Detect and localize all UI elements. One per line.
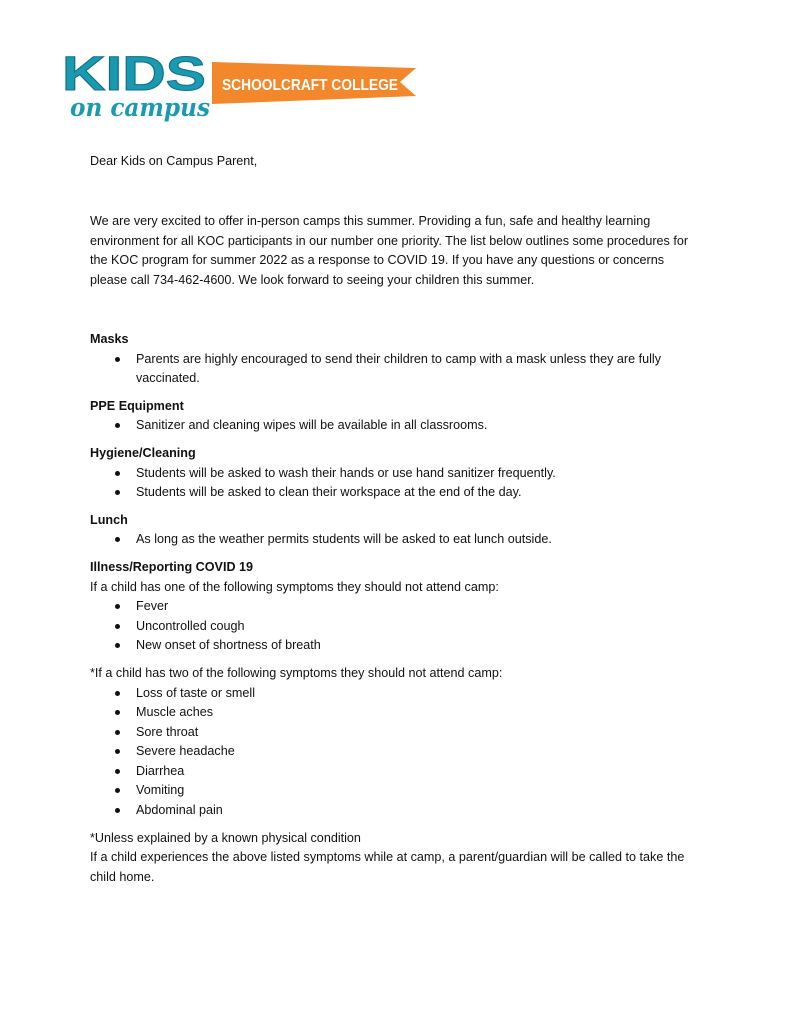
list-item: Sanitizer and cleaning wipes will be available in all classrooms. [90, 416, 710, 436]
list-item: Students will be asked to clean their workspace at the end of the day. [90, 483, 710, 503]
closing-paragraph: If a child experiences the above listed symptoms while at camp, a parent/guardian will be called to take the child home. [90, 850, 685, 884]
procedures-section [90, 330, 710, 887]
logo-main-text: KIDS [62, 48, 206, 101]
list-item: Muscle aches [90, 703, 710, 723]
list-item: New onset of shortness of breath [90, 636, 710, 656]
greeting: Dear Kids on Campus Parent, [90, 154, 258, 168]
symptoms-two-intro: *If a child has two of the following symptoms they should not attend camp: [90, 665, 503, 680]
list-item: Vomiting [90, 781, 710, 801]
list-item: Fever [90, 597, 710, 617]
logo-graphic [60, 44, 420, 124]
ppe-heading: PPE Equipment [90, 398, 184, 413]
pennant-text: SCHOOLCRAFT COLLEGE [222, 77, 398, 94]
logo-sub-text: on campus [70, 93, 210, 122]
illness-heading: Illness/Reporting COVID 19 [90, 559, 254, 574]
list-item: Sore throat [90, 723, 710, 743]
masks-list [90, 350, 710, 389]
list-item: Abdominal pain [90, 801, 710, 821]
list-item: Diarrhea [90, 762, 710, 782]
list-item: Severe headache [90, 742, 710, 762]
list-item: Students will be asked to wash their hands or use hand sanitizer frequently. [90, 464, 710, 484]
intro-paragraph: We are very excited to offer in-person camps this summer. Providing a fun, safe and healthy learning environment for all KOC participants in our number one priority. The list below outlines some procedures for the KOC program for summer 2022 as a response to COVID 19. If you have any questions or concerns please call 734-462-4600. We look forward to seeing your children this summer. [90, 214, 689, 287]
lunch-heading: Lunch [90, 512, 128, 527]
symptoms-one-intro: If a child has one of the following symptoms they should not attend camp: [90, 579, 499, 594]
footnote: *Unless explained by a known physical condition [90, 830, 361, 845]
list-item: Uncontrolled cough [90, 617, 710, 637]
masks-heading: Masks [90, 332, 129, 346]
hygiene-heading: Hygiene/Cleaning [90, 445, 196, 460]
symptoms-two-list [90, 684, 710, 821]
list-item: As long as the weather permits students will be asked to eat lunch outside. [90, 530, 710, 550]
symptoms-one-list [90, 597, 710, 656]
kids-on-campus-logo [60, 44, 420, 124]
ppe-list [90, 416, 710, 436]
list-item: Parents are highly encouraged to send their children to camp with a mask unless they are fully vaccinated. [90, 350, 710, 389]
lunch-list [90, 530, 710, 550]
hygiene-list [90, 464, 710, 503]
list-item: Loss of taste or smell [90, 684, 710, 704]
